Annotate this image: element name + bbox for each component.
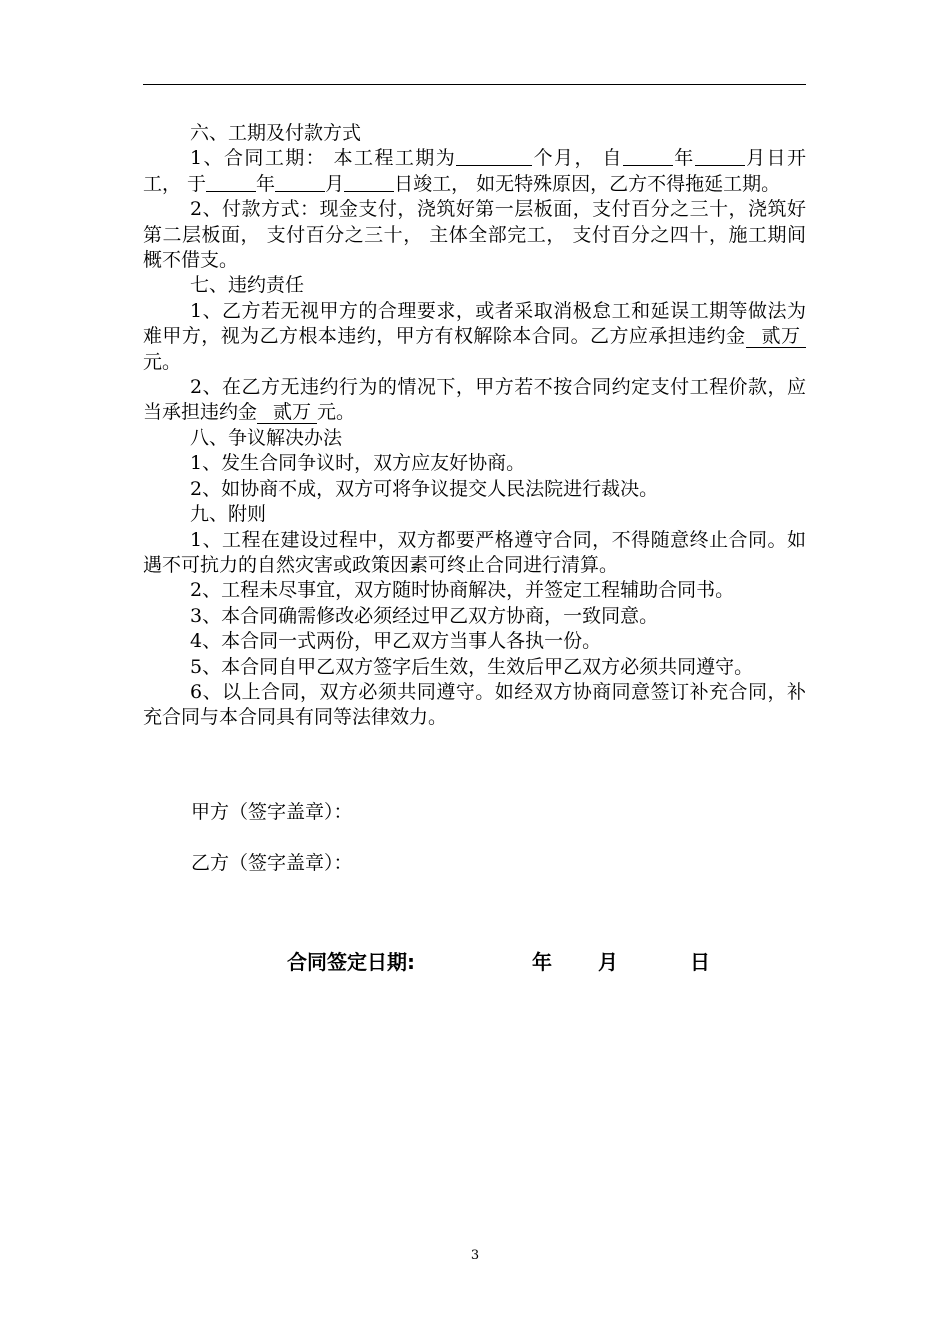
signing-date-day: 日 — [690, 950, 710, 974]
section-6-heading: 六、工期及付款方式 — [190, 122, 362, 144]
section-6-clause-2: 2、付款方式：现金支付，浇筑好第一层板面，支付百分之三十，浇筑好第二层板面， 支付百分之三十， 主体全部完工， 支付百分之四十，施工期间概不借支。 — [143, 198, 806, 272]
section-9-clause-3: 3、本合同确需修改必须经过甲乙双方协商，一致同意。 — [190, 604, 659, 627]
party-b-signature-line: 乙方（签字盖章）： — [191, 852, 353, 874]
signing-date-year: 年 — [532, 950, 552, 974]
penalty-amount-1: 贰万 — [746, 325, 806, 348]
duration-months-blank[interactable] — [456, 146, 532, 166]
contract-body — [143, 121, 806, 731]
section-8-clause-1: 1、发生合同争议时，双方应友好协商。 — [190, 452, 526, 475]
header-rule — [143, 84, 806, 85]
section-7-clause-2: 2、在乙方无违约行为的情况下，甲方若不按合同约定支付工程价款，应当承担违约金 贰万 元。 — [143, 376, 806, 424]
start-month-blank[interactable] — [695, 146, 745, 166]
section-6-clause-1: 1、合同工期： 本工程工期为 个月， 自 年 月日开工， 于 年 月 日竣工， 如无特殊原因，乙方不得拖延工期。 — [143, 147, 806, 195]
section-7-heading: 七、违约责任 — [190, 274, 305, 297]
section-8-clause-2: 2、如协商不成，双方可将争议提交人民法院进行裁决。 — [190, 477, 659, 500]
end-day-blank[interactable] — [344, 172, 394, 192]
penalty-amount-2: 贰万 — [257, 401, 317, 424]
section-9-clause-5: 5、本合同自甲乙双方签字后生效，生效后甲乙双方必须共同遵守。 — [190, 655, 754, 678]
section-9-clause-6: 6、以上合同，双方必须共同遵守。如经双方协商同意签订补充合同，补充合同与本合同具有同等法律效力。 — [143, 680, 806, 729]
end-year-blank[interactable] — [206, 172, 256, 192]
section-9-clause-4: 4、本合同一式两份，甲乙双方当事人各执一份。 — [190, 630, 602, 653]
page-number: 3 — [470, 1248, 480, 1263]
signing-date-month: 月 — [598, 950, 618, 974]
party-a-signature-line: 甲方（签字盖章）： — [191, 801, 353, 823]
signing-date-label: 合同签定日期: — [287, 950, 415, 974]
section-9-clause-2: 2、工程未尽事宜，双方随时协商解决，并签定工程辅助合同书。 — [190, 579, 735, 602]
section-9-heading: 九、附则 — [190, 503, 267, 526]
start-year-blank[interactable] — [623, 146, 673, 166]
section-8-heading: 八、争议解决办法 — [190, 426, 343, 449]
section-9-clause-1: 1、工程在建设过程中，双方都要严格遵守合同，不得随意终止合同。如遇不可抗力的自然灾害或政策因素可终止合同进行清算。 — [143, 528, 806, 576]
end-month-blank[interactable] — [275, 172, 325, 192]
section-7-clause-1: 1、乙方若无视甲方的合理要求，或者采取消极怠工和延误工期等做法为难甲方，视为乙方根本违约，甲方有权解除本合同。乙方应承担违约金 贰万元。 — [143, 299, 806, 373]
